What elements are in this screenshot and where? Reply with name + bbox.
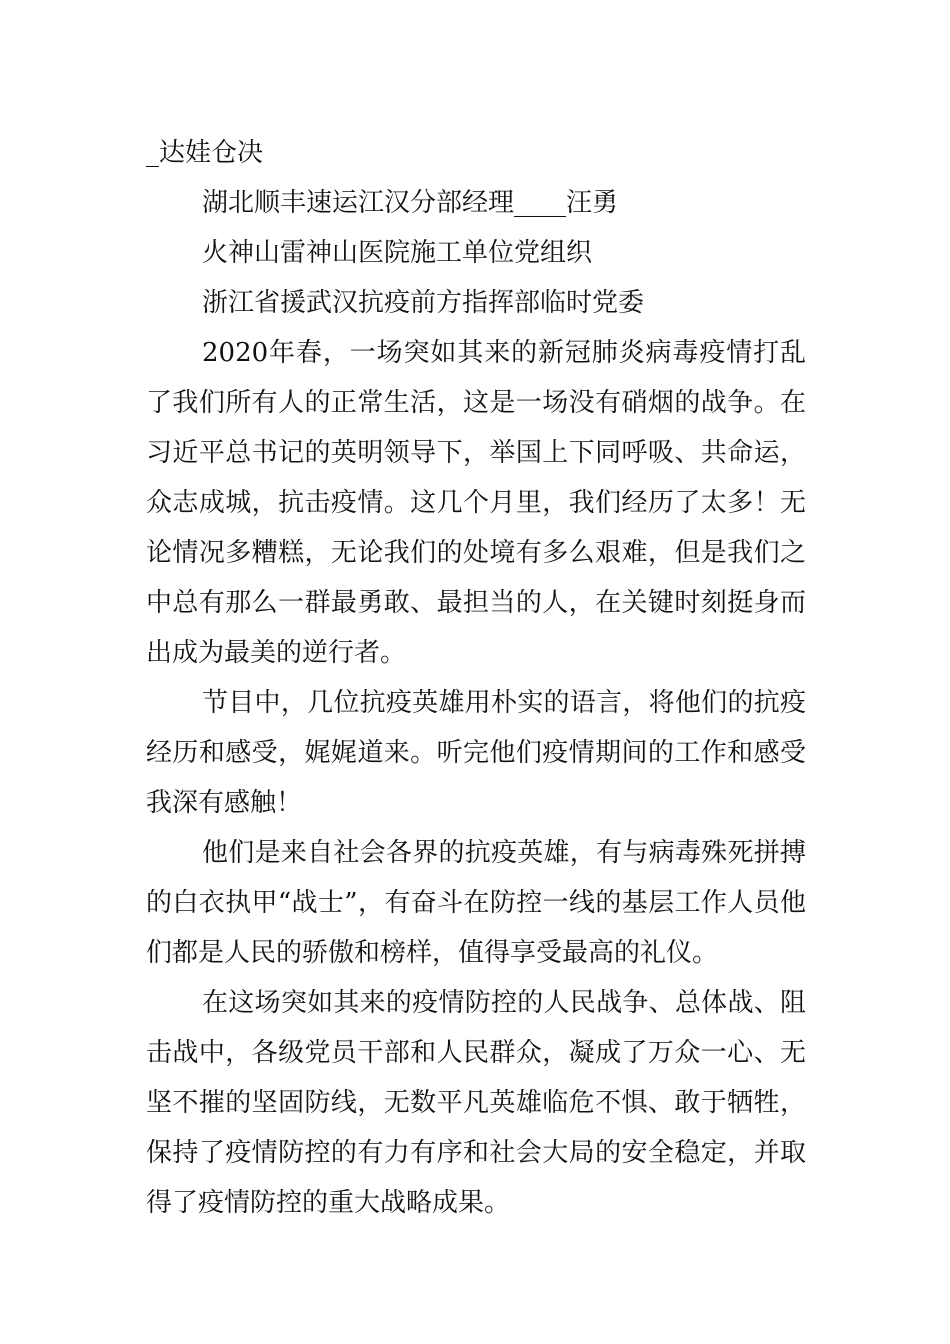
paragraph-2: 节目中，几位抗疫英雄用朴实的语言，将他们的抗疫经历和感受，娓娓道来。听完他们疫情期间的工作和感受我深有感触！ [146,688,806,818]
header-line-party-committee: 浙江省援武汉抗疫前方指挥部临时党委 [202,288,645,318]
header-line-name: _达娃仓决 [146,138,264,168]
document-body [146,128,806,1228]
paragraph-4: 在这场突如其来的疫情防控的人民战争、总体战、阻击战中，各级党员干部和人民群众，凝成了万众一心、无坚不摧的坚固防线，无数平凡英雄临危不惧、敢于牺牲，保持了疫情防控的有力有序和社会大局的安全稳定，并取得了疫情防控的重大战略成果。 [146,988,806,1218]
paragraph-1: 2020年春，一场突如其来的新冠肺炎病毒疫情打乱了我们所有人的正常生活，这是一场没有硝烟的战争。在习近平总书记的英明领导下，举国上下同呼吸、共命运，众志成城，抗击疫情。这几个月里，我们经历了太多！无论情况多糟糕，无论我们的处境有多么艰难，但是我们之中总有那么一群最勇敢、最担当的人，在关键时刻挺身而出成为最美的逆行者。 [146,338,806,668]
header-line-manager: 湖北顺丰速运江汉分部经理____汪勇 [202,188,619,218]
paragraph-3: 他们是来自社会各界的抗疫英雄，有与病毒殊死拼搏的白衣执甲“战士”，有奋斗在防控一线的基层工作人员他们都是人民的骄傲和榜样，值得享受最高的礼仪。 [146,838,806,968]
header-line-construction: 火神山雷神山医院施工单位党组织 [202,238,593,268]
